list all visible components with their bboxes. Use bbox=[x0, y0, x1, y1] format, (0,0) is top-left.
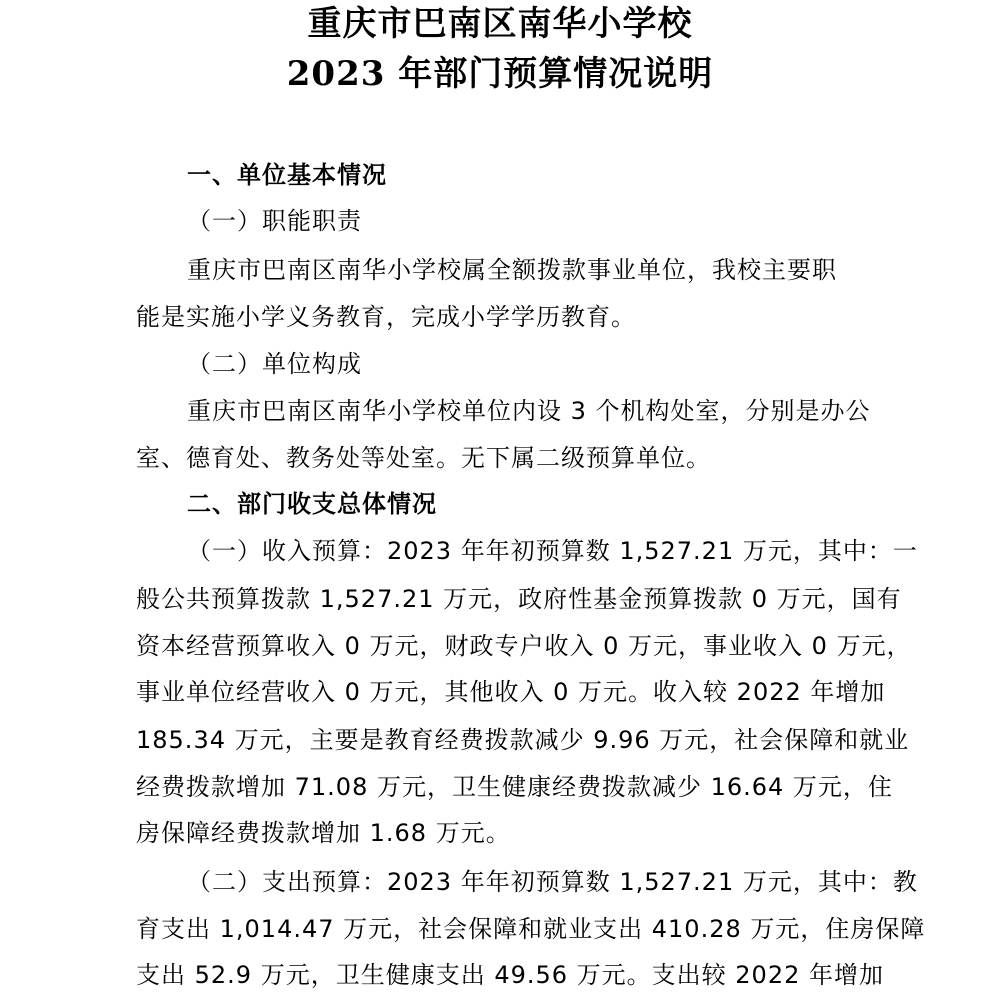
paragraph-line: 资本经营预算收入 0 万元，财政专户收入 0 万元，事业收入 0 万元， bbox=[136, 632, 912, 660]
paragraph-line: 重庆市巴南区南华小学校属全额拨款事业单位，我校主要职 bbox=[187, 256, 837, 284]
paragraph-line: 事业单位经营收入 0 万元，其他收入 0 万元。收入较 2022 年增加 bbox=[136, 678, 886, 706]
paragraph-line: 般公共预算拨款 1,527.21 万元，政府性基金预算拨款 0 万元，国有 bbox=[136, 585, 902, 613]
paragraph-line: 房保障经费拨款增加 1.68 万元。 bbox=[136, 819, 511, 847]
paragraph-line: 室、德育处、教务处等处室。无下属二级预算单位。 bbox=[136, 444, 711, 472]
paragraph-line: 重庆市巴南区南华小学校单位内设 3 个机构处室，分别是办公 bbox=[187, 397, 871, 425]
subsection-heading-structure: （二）单位构成 bbox=[187, 350, 362, 378]
paragraph-line: （一）收入预算：2023 年年初预算数 1,527.21 万元，其中：一 bbox=[187, 537, 918, 565]
section-heading-budget-overview: 二、部门收支总体情况 bbox=[187, 490, 437, 518]
document-title-line-2: 2023 年部门预算情况说明 bbox=[286, 54, 714, 94]
section-heading-basic-info: 一、单位基本情况 bbox=[187, 161, 387, 189]
paragraph-line: 185.34 万元，主要是教育经费拨款减少 9.96 万元，社会保障和就业 bbox=[136, 726, 910, 754]
paragraph-line: 能是实施小学义务教育，完成小学学历教育。 bbox=[136, 303, 636, 331]
paragraph-line: （二）支出预算：2023 年年初预算数 1,527.21 万元，其中：教 bbox=[187, 868, 918, 896]
paragraph-line: 育支出 1,014.47 万元，社会保障和就业支出 410.28 万元，住房保障 bbox=[136, 915, 926, 943]
document-title-line-1: 重庆市巴南区南华小学校 bbox=[307, 4, 693, 44]
paragraph-line: 支出 52.9 万元，卫生健康支出 49.56 万元。支出较 2022 年增加 bbox=[136, 961, 884, 989]
subsection-heading-functions: （一）职能职责 bbox=[187, 207, 362, 235]
paragraph-line: 经费拨款增加 71.08 万元，卫生健康经费拨款减少 16.64 万元，住 bbox=[136, 773, 893, 801]
